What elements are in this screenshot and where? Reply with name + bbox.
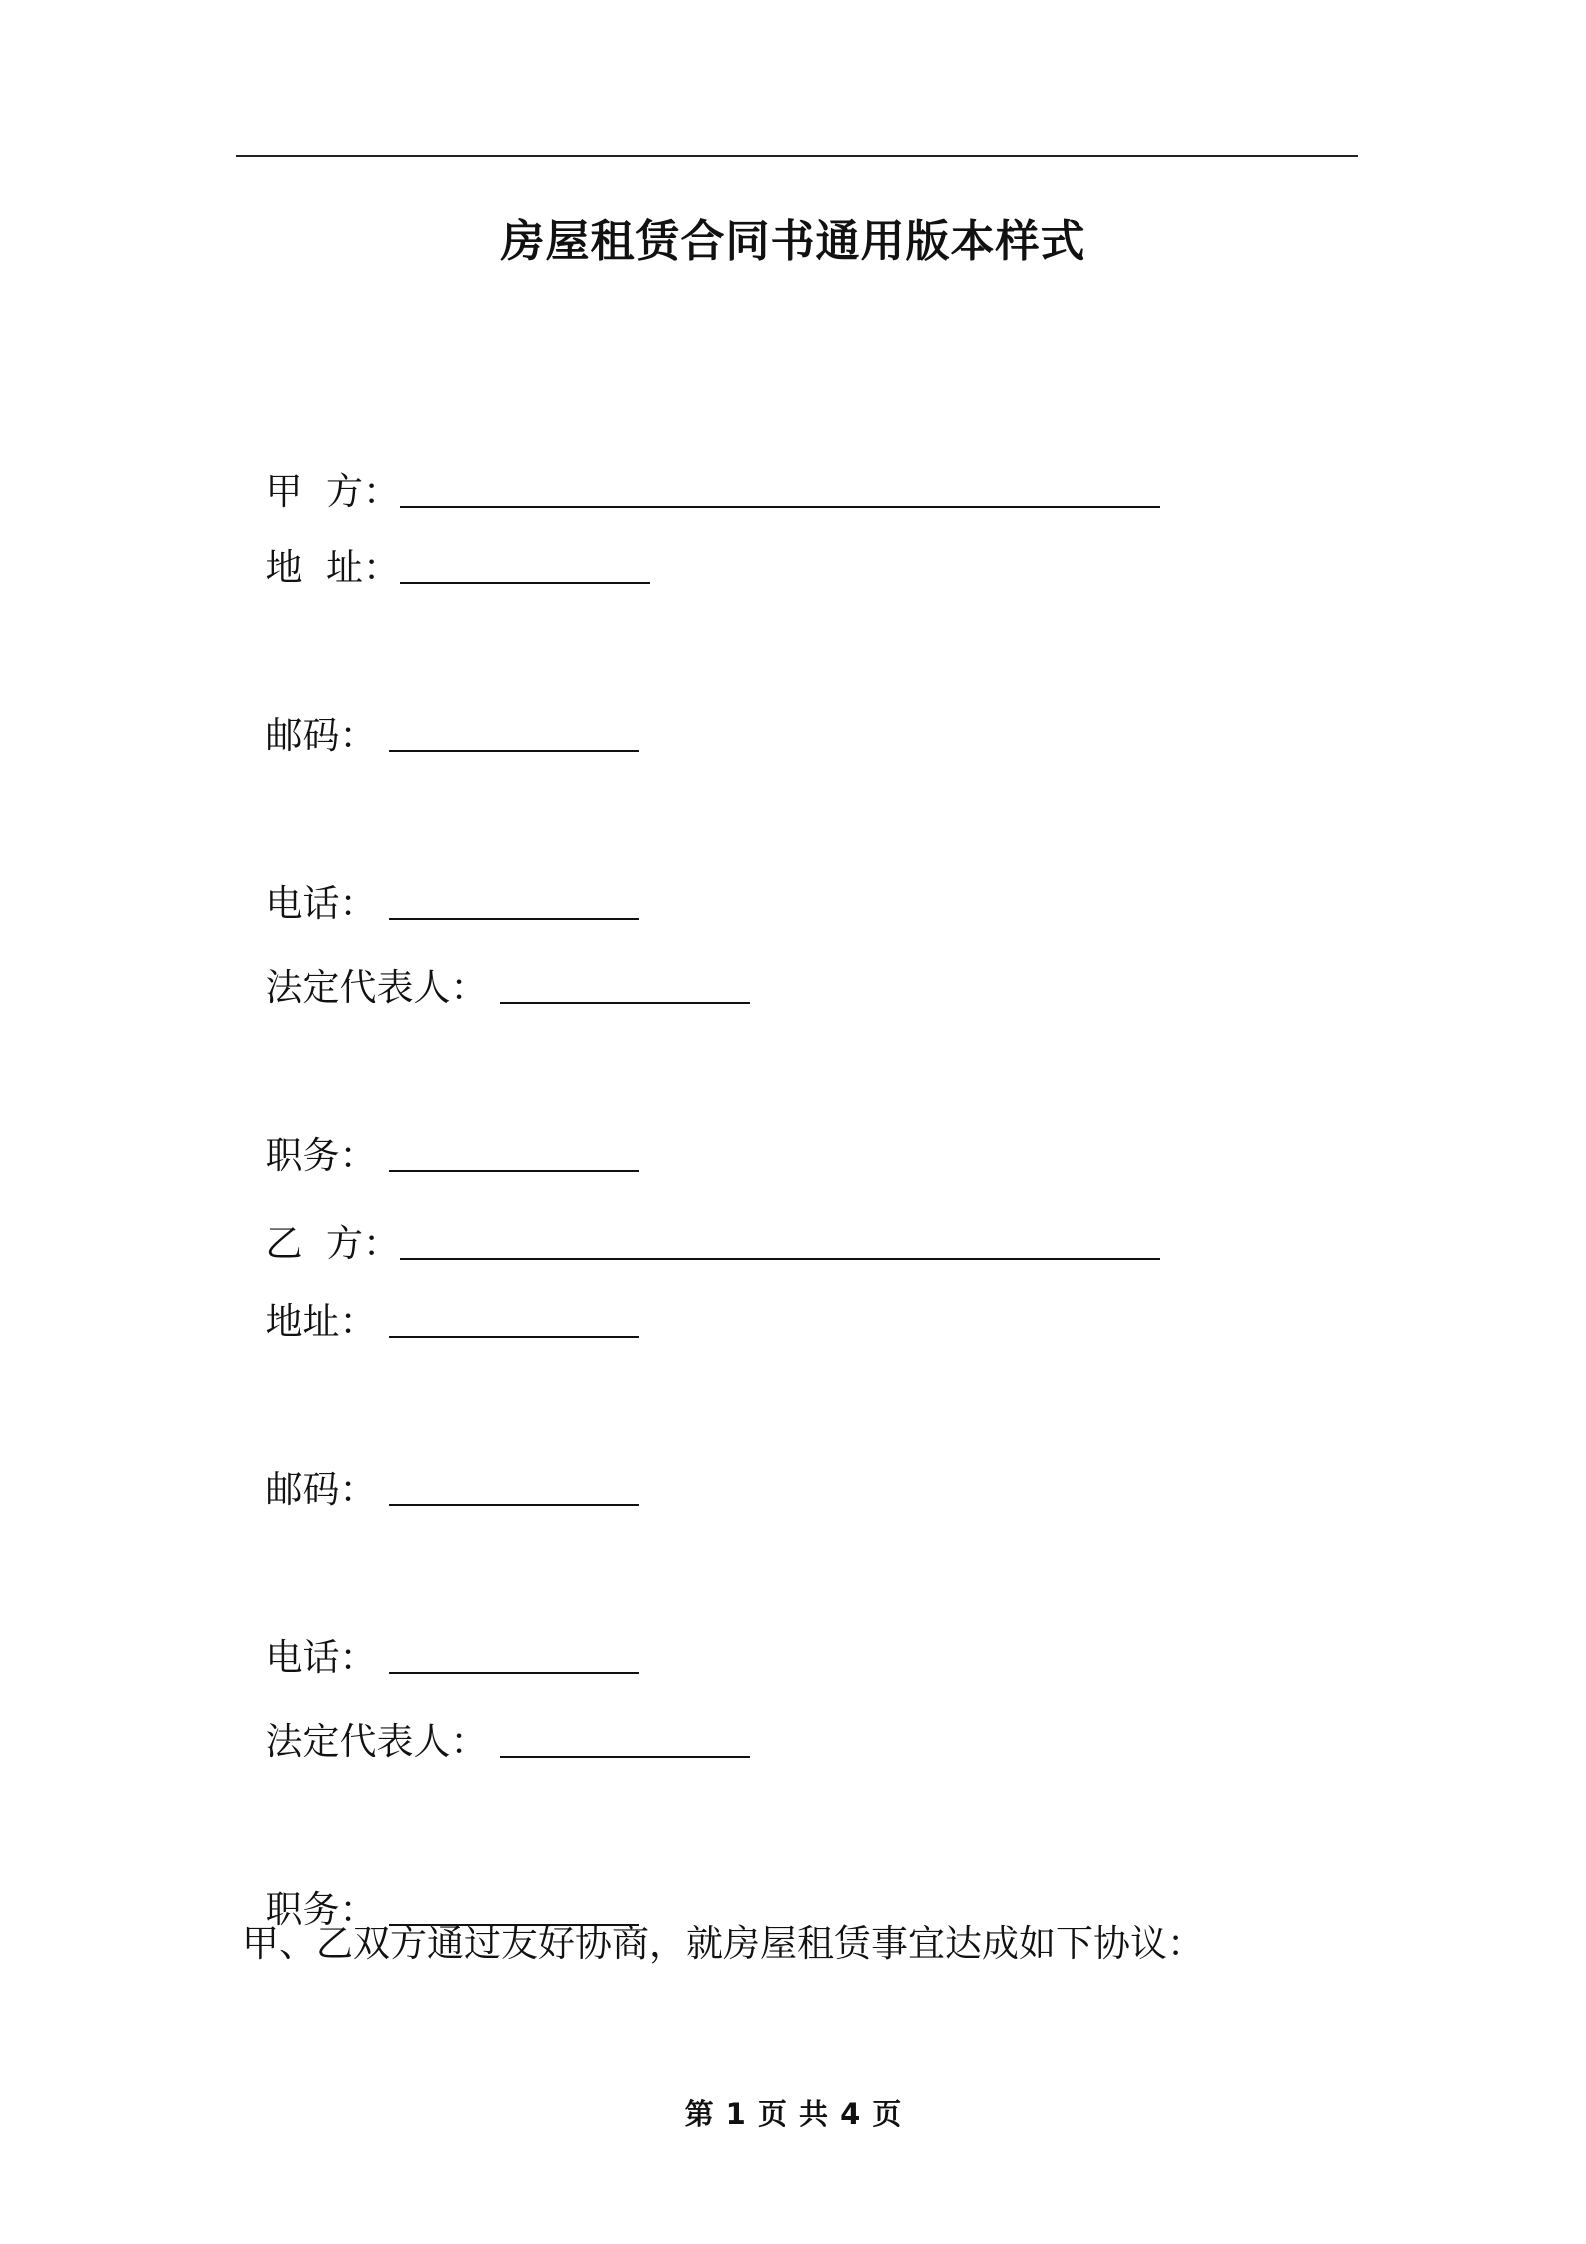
party-a-postcode-field xyxy=(242,664,639,760)
party-a-address-field xyxy=(242,496,650,592)
party-b-position-label: 职务： xyxy=(265,1888,377,1931)
party-b-postcode-blank[interactable] xyxy=(389,1504,639,1506)
party-b-phone-label: 电话： xyxy=(265,1636,377,1679)
party-b-representative-blank[interactable] xyxy=(500,1756,750,1758)
document-title: 房屋租赁合同书通用版本样式 xyxy=(500,216,1086,267)
party-a-postcode-blank[interactable] xyxy=(389,750,639,752)
party-a-label: 甲 方： xyxy=(265,470,401,513)
party-b-postcode-label: 邮码： xyxy=(265,1468,377,1511)
party-b-label: 乙 方： xyxy=(265,1222,401,1265)
party-a-postcode-label: 邮码： xyxy=(265,714,377,757)
agreement-intro: 甲、乙双方通过友好协商，就房屋租赁事宜达成如下协议： xyxy=(242,1922,1204,1965)
party-a-representative-blank[interactable] xyxy=(500,1002,750,1004)
party-b-address-blank[interactable] xyxy=(389,1336,639,1338)
party-b-postcode-field xyxy=(242,1418,639,1514)
party-b-phone-field xyxy=(242,1586,639,1682)
party-a-position-label: 职务： xyxy=(265,1134,377,1177)
party-b-representative-label: 法定代表人： xyxy=(265,1720,488,1763)
party-a-representative-label: 法定代表人： xyxy=(265,966,488,1009)
party-a-address-label: 地 址： xyxy=(265,546,401,589)
party-a-address-blank[interactable] xyxy=(400,582,650,584)
header-rule xyxy=(236,155,1358,157)
party-a-position-field xyxy=(242,1084,639,1180)
party-b-address-field xyxy=(242,1250,639,1346)
party-a-phone-label: 电话： xyxy=(265,882,377,925)
page-footer: 第 1 页 共 4 页 xyxy=(684,2097,902,2131)
party-b-address-label: 地址： xyxy=(265,1300,377,1343)
party-b-representative-field xyxy=(242,1670,750,1766)
party-a-phone-field xyxy=(242,832,639,928)
party-a-representative-field xyxy=(242,916,750,1012)
